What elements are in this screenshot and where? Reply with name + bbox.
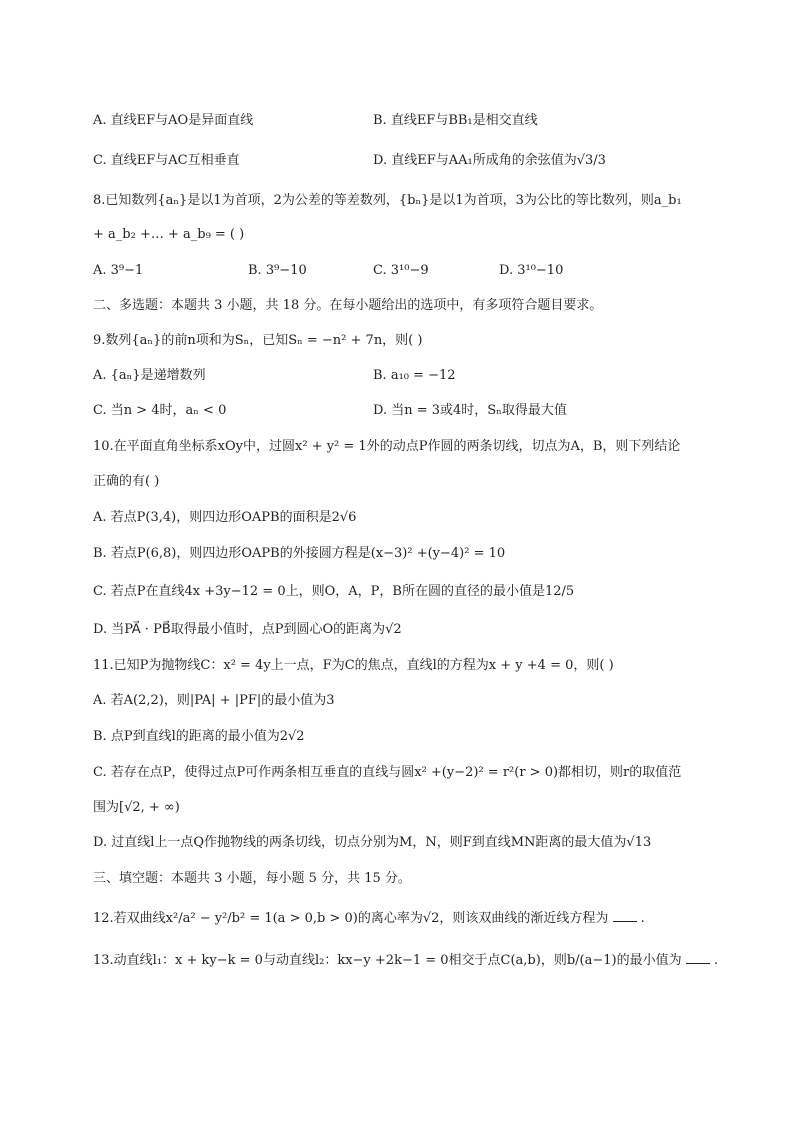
q9-option-c: C. 当n > 4时，aₙ < 0 — [93, 403, 227, 418]
section-title-multiple-choice: 二、多选题：本题共 3 小题，共 18 分。在每小题给出的选项中，有多项符合题目要求。 — [93, 298, 603, 313]
q10-option-d: D. 当PA⃗ · PB⃗取得最小值时，点P到圆心O的距离为√2 — [93, 622, 402, 637]
q11-option-c-line2: 围为[√2, + ∞) — [93, 800, 180, 815]
q9-stem: 9.数列{aₙ}的前n项和为Sₙ，已知Sₙ = −n² + 7n，则( ) — [93, 333, 423, 348]
q7-option-d: D. 直线EF与AA₁所成角的余弦值为√3/3 — [373, 153, 606, 168]
q8-option-c: C. 3¹⁰−9 — [373, 263, 429, 278]
q10-option-b: B. 若点P(6,8)，则四边形OAPB的外接圆方程是(x−3)² +(y−4)² = 10 — [93, 546, 506, 561]
q11-option-d: D. 过直线l上一点Q作抛物线的两条切线，切点分别为M，N，则F到直线MN距离的最大值为√13 — [93, 835, 652, 850]
q8-option-b: B. 3⁹−10 — [248, 263, 307, 278]
q10-stem-line1: 10.在平面直角坐标系xOy中，过圆x² + y² = 1外的动点P作圆的两条切线，切点为A，B，则下列结论 — [93, 439, 681, 454]
q13-end: . — [713, 953, 719, 968]
q12-end: . — [640, 911, 645, 926]
q11-option-a: A. 若A(2,2)，则|PA| + |PF|的最小值为3 — [93, 693, 335, 708]
q13-answer-blank[interactable] — [686, 951, 710, 964]
q7-option-b: B. 直线EF与BB₁是相交直线 — [373, 113, 538, 128]
q7-option-c: C. 直线EF与AC互相垂直 — [93, 153, 240, 168]
q8-option-a: A. 3⁹−1 — [93, 263, 144, 278]
q11-stem: 11.已知P为抛物线C：x² = 4y上一点，F为C的焦点，直线l的方程为x + y +4 = 0，则( ) — [93, 658, 614, 673]
q12-question — [93, 909, 645, 928]
q10-option-a: A. 若点P(3,4)，则四边形OAPB的面积是2√6 — [93, 510, 357, 525]
section-title-fill-in: 三、填空题：本题共 3 小题，每小题 5 分，共 15 分。 — [93, 871, 411, 886]
q12-stem: 12.若双曲线x²/a² − y²/b² = 1(a > 0,b > 0)的离心率为√2，则该双曲线的渐近线方程为 — [93, 911, 609, 926]
q9-option-d: D. 当n = 3或4时，Sₙ取得最大值 — [373, 403, 567, 418]
q13-question — [93, 951, 718, 970]
q13-stem: 13.动直线l₁：x + ky−k = 0与动直线l₂：kx−y +2k−1 = 0相交于点C(a,b)，则b/(a−1)的最小值为 — [93, 953, 682, 968]
q10-option-c: C. 若点P在直线4x +3y−12 = 0上，则O，A，P，B所在圆的直径的最小值是12/5 — [93, 584, 575, 599]
q11-option-b: B. 点P到直线l的距离的最小值为2√2 — [93, 729, 305, 744]
q8-stem-line1: 8.已知数列{aₙ}是以1为首项，2为公差的等差数列，{bₙ}是以1为首项，3为公比的等比数列，则a_b₁ — [93, 193, 682, 208]
q7-option-a: A. 直线EF与AO是异面直线 — [93, 113, 254, 128]
q10-stem-line2: 正确的有( ) — [93, 474, 160, 489]
q8-option-d: D. 3¹⁰−10 — [499, 263, 564, 278]
q8-stem-line2: + a_b₂ +… + a_b₉ = ( ) — [93, 227, 245, 242]
q9-option-b: B. a₁₀ = −12 — [373, 368, 456, 383]
q9-option-a: A. {aₙ}是递增数列 — [93, 368, 206, 383]
q12-answer-blank[interactable] — [613, 909, 637, 922]
q11-option-c-line1: C. 若存在点P，使得过点P可作两条相互垂直的直线与圆x² +(y−2)² = r²(r > 0)都相切，则r的取值范 — [93, 765, 682, 780]
